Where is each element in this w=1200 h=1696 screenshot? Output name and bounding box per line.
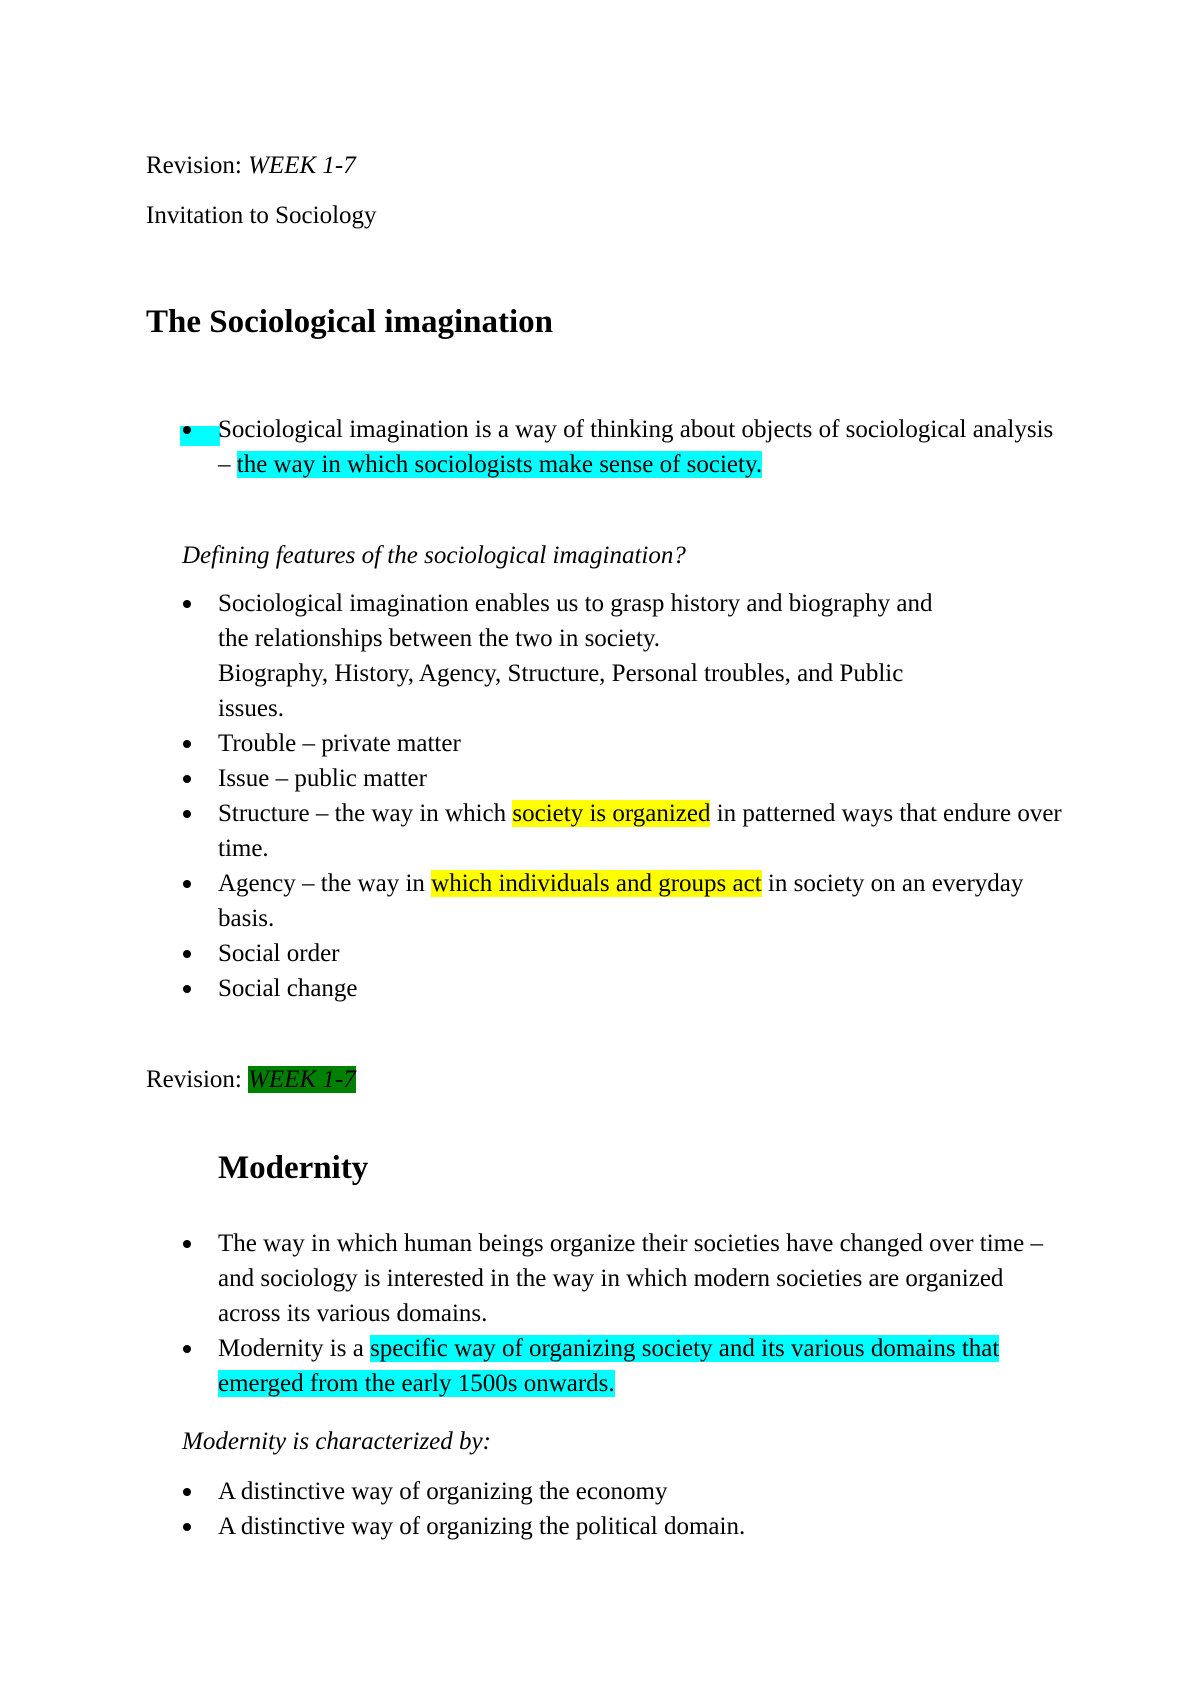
list-item — [0, 412, 1068, 482]
bullet-text: issues. — [218, 695, 284, 722]
intro-highlight: the way in which sociologists make sense of society. — [236, 451, 763, 478]
bullet-icon — [183, 600, 191, 608]
bullet-text: in patterned ways that endure over time. — [218, 800, 1062, 862]
intro-text: Sociological imagination is a way of thinking about objects of sociological analysis – — [218, 416, 1054, 478]
bullet-highlight-text: society is organized — [512, 800, 711, 827]
list-item — [0, 796, 1068, 866]
bullet-icon — [183, 775, 191, 783]
bullet-text: Social change — [218, 975, 358, 1002]
bullet-icon — [183, 950, 191, 958]
bullet-text: A distinctive way of organizing the economy — [218, 1478, 668, 1505]
bullet-icon — [183, 1345, 191, 1353]
list-item — [0, 1226, 1068, 1331]
list-item — [0, 1509, 1068, 1544]
list-item — [0, 586, 1068, 726]
revision-label: Revision: — [146, 1066, 249, 1093]
list-item — [0, 761, 1068, 796]
list-item — [0, 866, 1068, 936]
revision-week: WEEK 1-7 — [248, 152, 356, 179]
bullet-icon — [183, 1523, 191, 1531]
bullet-icon — [183, 426, 191, 434]
list-item — [0, 726, 1068, 761]
bullet-text: Structure – the way in which — [218, 800, 513, 827]
bullet-text: Sociological imagination enables us to grasp history and biography and — [218, 590, 933, 617]
characterized-label: Modernity is characterized by: — [182, 1428, 491, 1455]
bullet-icon — [183, 1488, 191, 1496]
bullet-icon — [183, 880, 191, 888]
modernity-bullet-list — [0, 1226, 1068, 1401]
course-title: Invitation to Sociology — [146, 202, 377, 229]
bullet-text: Biography, History, Agency, Structure, Personal troubles, and Public — [218, 660, 904, 687]
bullet-highlight-text: which individuals and groups act — [431, 870, 762, 897]
revision-label: Revision: — [146, 152, 249, 179]
bullet-text: A distinctive way of organizing the political domain. — [218, 1513, 746, 1540]
intro-bullet-list — [0, 412, 1068, 482]
list-item — [0, 1474, 1068, 1509]
features-question: Defining features of the sociological imagination? — [182, 542, 686, 569]
bullet-text: Modernity is a — [218, 1335, 371, 1362]
revision-line-2 — [146, 1062, 356, 1097]
bullet-icon — [183, 810, 191, 818]
list-item — [0, 1331, 1068, 1401]
section-heading-sociological-imagination: The Sociological imagination — [146, 304, 554, 340]
characteristics-list — [0, 1474, 1068, 1544]
bullet-icon — [183, 740, 191, 748]
bullet-icon — [183, 1240, 191, 1248]
bullet-text: The way in which human beings organize their societies have changed over time – and sociology is interested in the way in which modern societies are organized across its various domains. — [218, 1230, 1043, 1327]
bullet-text: Agency – the way in — [218, 870, 432, 897]
list-item — [0, 971, 1068, 1006]
bullet-text: Social order — [218, 940, 340, 967]
bullet-icon — [183, 985, 191, 993]
features-bullet-list — [0, 586, 1068, 1006]
section-heading-modernity: Modernity — [218, 1150, 369, 1186]
list-item — [0, 936, 1068, 971]
bullet-text: Issue – public matter — [218, 765, 427, 792]
bullet-highlight-text: specific way of organizing society and its various domains that emerged from the early 1500s onwards. — [218, 1335, 1000, 1397]
revision-line — [146, 148, 356, 183]
bullet-text: the relationships between the two in society. — [218, 625, 661, 652]
bullet-text: Trouble – private matter — [218, 730, 461, 757]
bullet-text: in society on an everyday basis. — [218, 870, 1024, 932]
revision-week: WEEK 1-7 — [248, 1066, 356, 1093]
